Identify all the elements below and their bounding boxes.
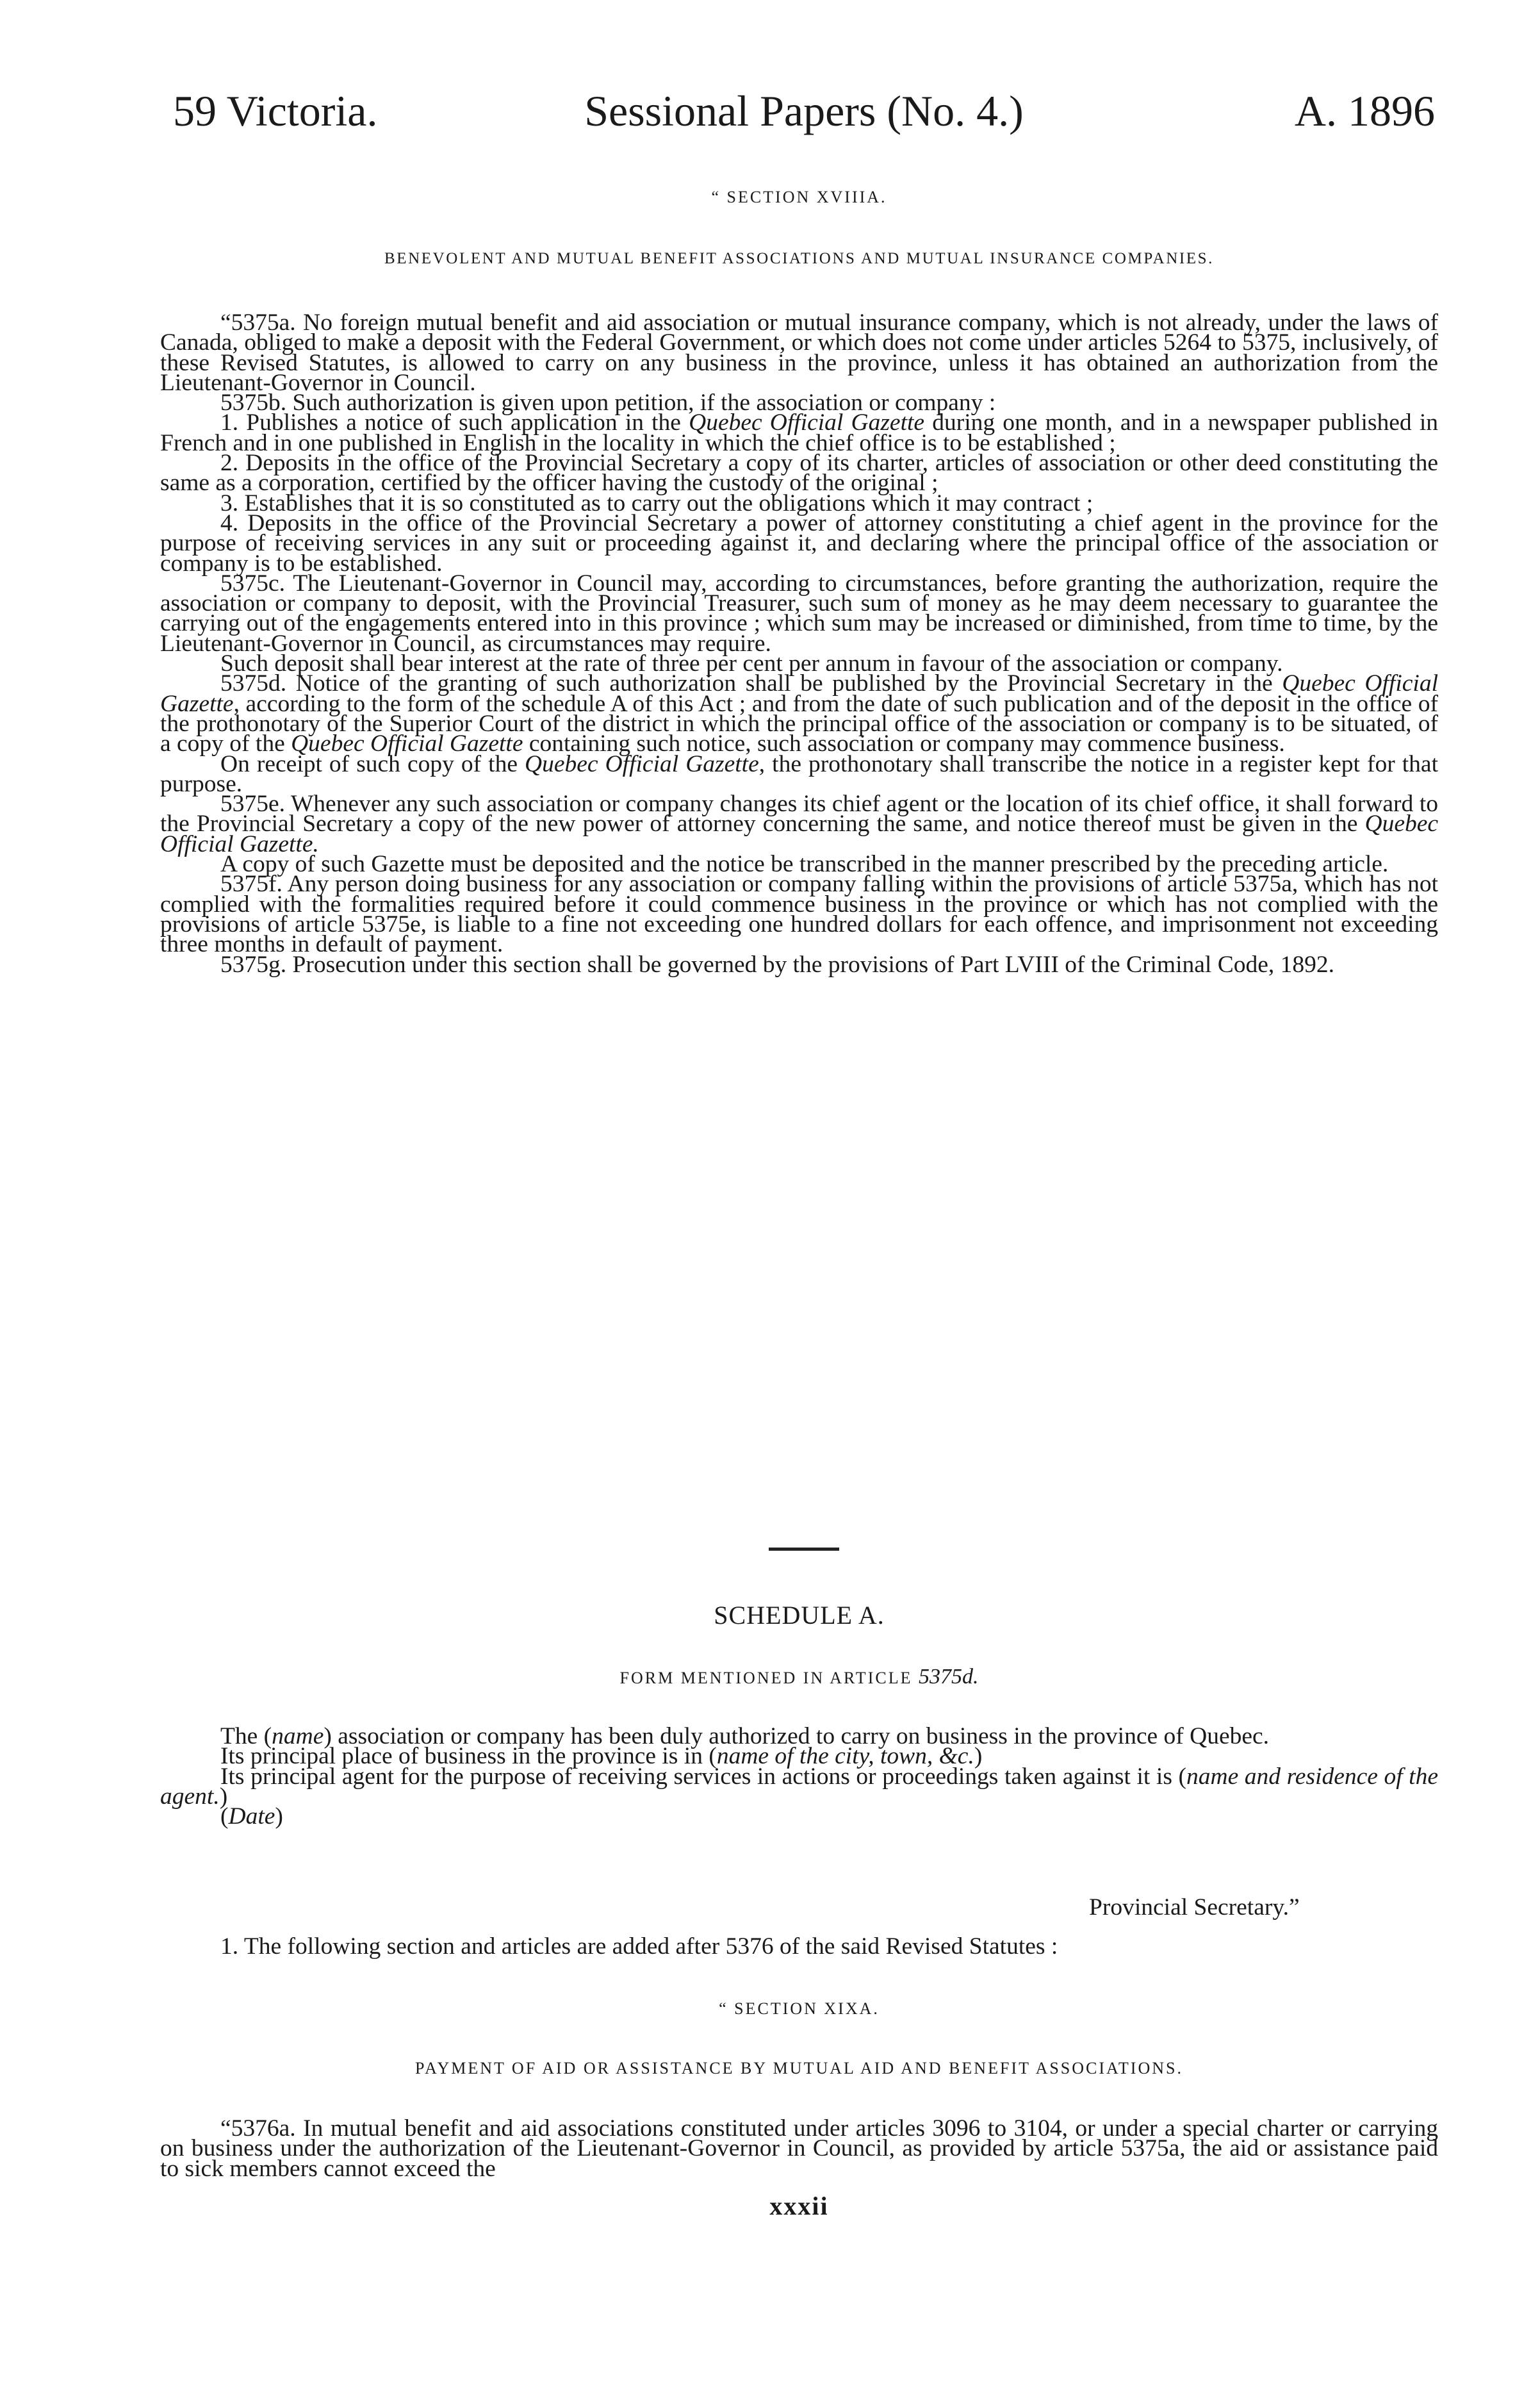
article-5375b-item-2: 2. Deposits in the office of the Provincial Secretary a copy of its charter, articles of association or other deed constituting the same as a corporation, certified by the officer having the custody of the original ; bbox=[160, 450, 1438, 497]
article-5375b-item-4: 4. Deposits in the office of the Provincial Secretary a power of attorney constituting a chief agent in the province for the purpose of receiving services in any suit or proceeding against it, and declaring where the principal office of the association or company is to be established. bbox=[160, 509, 1438, 577]
form-line-agent: Its principal agent for the purpose of receiving services in actions or proceedings taken against it is (name and residence of the agent.) bbox=[160, 1763, 1438, 1810]
signature-line: Provincial Secretary.” bbox=[1089, 1894, 1300, 1920]
page-number: xxxii bbox=[769, 2192, 829, 2220]
article-5375a: “5375a. No foreign mutual benefit and aid association or mutual insurance company, which is not already, under the laws of Canada, obliged to make a deposit with the Federal Government, or which does not come under articles 5264 to 5375, inclusively, of these Revised Statutes, is allowed to carry on any business in the province, unless it has obtained an authorization from the Lieutenant-Governor in Council. bbox=[160, 310, 1438, 396]
body-text bbox=[160, 310, 1438, 978]
section-label: “ SECTION XVIIIA. bbox=[711, 188, 887, 206]
article-5375d-receipt: On receipt of such copy of the Quebec Official Gazette, the prothonotary shall transcribe the notice in a register kept for that purpose. bbox=[160, 750, 1438, 797]
section-xixa-title: PAYMENT OF AID OR ASSISTANCE BY MUTUAL AID AND BENEFIT ASSOCIATIONS. bbox=[415, 2059, 1183, 2077]
schedule-form bbox=[160, 1723, 1438, 1830]
article-5375c-deposit: Such deposit shall bear interest at the rate of three per cent per annum in favour of the association or company. bbox=[220, 650, 1283, 677]
article-5376a: “5376a. In mutual benefit and aid associations constituted under articles 3096 to 3104, or under a special charter or carrying on business under the authorization of the Lieutenant-Governor in Council, as provided by article 5375a, the aid or assistance paid to sick members cannot exceed the bbox=[160, 2115, 1438, 2182]
divider-rule bbox=[769, 1548, 839, 1551]
form-line-place: Its principal place of business in the province is in (name of the city, town, &c.) bbox=[220, 1743, 983, 1770]
schedule-title: SCHEDULE A. bbox=[714, 1601, 885, 1630]
article-5375c: 5375c. The Lieutenant-Governor in Council may, according to circumstances, before granting the authorization, require the association or company to deposit, with the Provincial Treasurer, such sum of money as he may deem necessary to guarantee the carrying out of the engagements entered into in this province ; which sum may be increased or diminished, from time to time, by the Lieutenant-Governor in Council, as circumstances may require. bbox=[160, 570, 1438, 657]
article-1-following: 1. The following section and articles are added after 5376 of the said Revised Statutes : bbox=[220, 1933, 1058, 1960]
article-5375b: 5375b. Such authorization is given upon petition, if the association or company : bbox=[220, 390, 996, 417]
article-5375d: 5375d. Notice of the granting of such authorization shall be published by the Provincial Secretary in the Quebec Official Gazette, according to the form of the schedule A of this Act ; and from the date of such publication and of the deposit in the office of the prothonotary of the Superior Court of the district in which the principal office of the association or company is to be situated, of a copy of the Quebec Official Gazette containing such notice, such association or company may commence business. bbox=[160, 670, 1438, 757]
schedule-subtitle: FORM MENTIONED IN ARTICLE 5375d. bbox=[619, 1665, 979, 1689]
article-5375f: 5375f. Any person doing business for any association or company falling within the provisions of article 5375a, which has not complied with the formalities required before it could commence business in the province or which has not complied with the provisions of article 5375e, is liable to a fine not exceeding one hundred dollars for each offence, and imprisonment not exceeding three months in default of payment. bbox=[160, 871, 1438, 958]
article-5376a-block bbox=[160, 2115, 1438, 2182]
article-5375b-item-1: 1. Publishes a notice of such application in the Quebec Official Gazette during one month, and in a newspaper published in French and in one published in English in the locality in which the chief office is to be established ; bbox=[160, 409, 1438, 456]
article-5375b-item-3: 3. Establishes that it is so constituted as to carry out the obligations which it may contract ; bbox=[220, 490, 1094, 516]
form-line-date: (Date) bbox=[220, 1803, 283, 1830]
article-5375g: 5375g. Prosecution under this section shall be governed by the provisions of Part LVIII of the Criminal Code, 1892. bbox=[220, 951, 1334, 978]
amendment-text bbox=[160, 1933, 1438, 1960]
section-title: BENEVOLENT AND MUTUAL BENEFIT ASSOCIATIONS AND MUTUAL INSURANCE COMPANIES. bbox=[384, 250, 1214, 267]
form-line-name: The (name) association or company has been duly authorized to carry on business in the province of Quebec. bbox=[220, 1723, 1269, 1749]
section-xixa-label: “ SECTION XIXA. bbox=[719, 1999, 880, 2018]
running-header bbox=[173, 82, 1435, 140]
header-left: 59 Victoria. bbox=[173, 87, 378, 135]
article-5375e-copy: A copy of such Gazette must be deposited and the notice be transcribed in the manner prescribed by the preceding article. bbox=[220, 851, 1389, 878]
article-5375e: 5375e. Whenever any such association or company changes its chief agent or the location of its chief office, it shall forward to the Provincial Secretary a copy of the new power of attorney concerning the same, and notice thereof must be given in the Quebec Official Gazette. bbox=[160, 791, 1438, 857]
header-center: Sessional Papers (No. 4.) bbox=[584, 87, 1024, 135]
header-right: A. 1896 bbox=[1294, 87, 1435, 135]
